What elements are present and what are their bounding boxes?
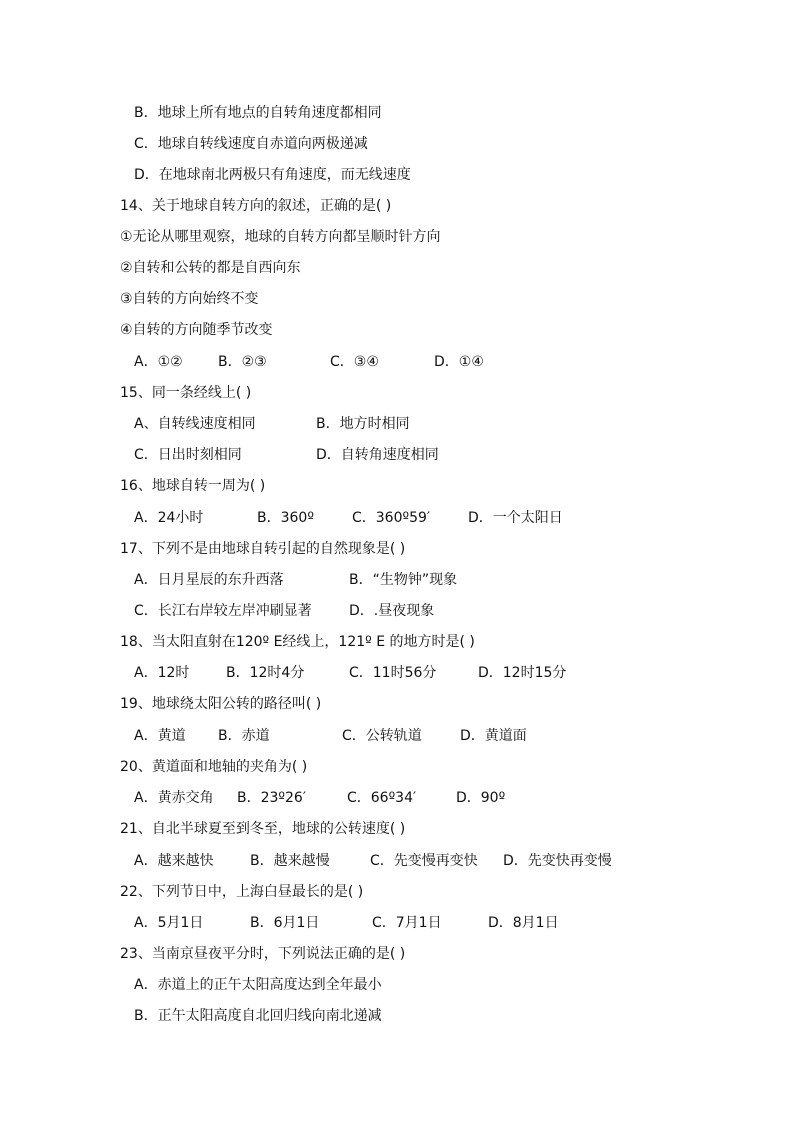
q14-statement-1: ①无论从哪里观察，地球的自转方向都呈顺时针方向 (120, 229, 441, 245)
q13-option-c: C．地球自转线速度自赤道向两极递减 (134, 136, 368, 152)
q14-option-d: D．①④ (434, 354, 484, 370)
q20-option-d: D．90º (456, 790, 506, 806)
q22-option-c: C．7月1日 (372, 915, 442, 931)
q17-option-a: A．日月星辰的东升西落 (134, 572, 284, 588)
q15-option-a: A、自转线速度相同 (134, 416, 256, 432)
q14-option-b: B．②③ (218, 354, 267, 370)
q21-option-a: A．越来越快 (134, 853, 214, 869)
q14-statement-2: ②自转和公转的都是自西向东 (120, 260, 301, 276)
q18-option-a: A．12时 (134, 665, 190, 681)
q20-option-a: A．黄赤交角 (134, 790, 214, 806)
q22-option-d: D．8月1日 (488, 915, 559, 931)
q18-option-c: C．11时56分 (349, 665, 437, 681)
q15-option-b: B．地方时相同 (316, 416, 410, 432)
q23-stem: 23、当南京昼夜平分时，下列说法正确的是( ) (120, 946, 406, 962)
q17-option-b: B．“生物钟”现象 (349, 572, 458, 588)
q18-stem: 18、当太阳直射在120º E经线上，121º E 的地方时是( ) (120, 634, 475, 650)
q19-stem: 19、地球绕太阳公转的路径叫( ) (120, 696, 322, 712)
q16-option-b: B．360º (257, 510, 314, 526)
q14-option-a: A．①② (134, 354, 183, 370)
q20-stem: 20、黄道面和地轴的夹角为( ) (120, 759, 308, 775)
q15-option-c: C．日出时刻相同 (134, 447, 242, 463)
q19-option-c: C．公转轨道 (342, 728, 422, 744)
q15-option-d: D．自转角速度相同 (316, 447, 439, 463)
q23-option-a: A．赤道上的正午太阳高度达到全年最小 (134, 977, 382, 993)
q15-stem: 15、同一条经线上( ) (120, 385, 252, 401)
q17-option-c: C．长江右岸较左岸冲刷显著 (134, 603, 312, 619)
q16-option-d: D．一个太阳日 (468, 510, 563, 526)
q14-statement-3: ③自转的方向始终不变 (120, 291, 259, 307)
q19-option-b: B．赤道 (218, 728, 270, 744)
q22-stem: 22、下列节日中，上海白昼最长的是( ) (120, 884, 364, 900)
q14-option-c: C．③④ (330, 354, 379, 370)
q18-option-b: B．12时4分 (226, 665, 305, 681)
q21-option-c: C．先变慢再变快 (370, 853, 478, 869)
q19-option-d: D．黄道面 (460, 728, 527, 744)
q21-option-d: D．先变快再变慢 (503, 853, 612, 869)
q20-option-b: B．23º26′ (237, 790, 307, 806)
q21-stem: 21、自北半球夏至到冬至，地球的公转速度( ) (120, 821, 406, 837)
q14-stem: 14、关于地球自转方向的叙述，正确的是( ) (120, 198, 392, 214)
q16-stem: 16、地球自转一周为( ) (120, 478, 266, 494)
q14-statement-4: ④自转的方向随季节改变 (120, 322, 273, 338)
q13-option-d: D．在地球南北两极只有角速度，而无线速度 (134, 167, 411, 183)
q19-option-a: A．黄道 (134, 728, 186, 744)
q20-option-c: C．66º34′ (347, 790, 417, 806)
q13-option-b: B．地球上所有地点的自转角速度都相同 (134, 105, 382, 121)
q16-option-a: A．24小时 (134, 510, 204, 526)
q23-option-b: B．正午太阳高度自北回归线向南北递减 (134, 1008, 382, 1024)
q21-option-b: B．越来越慢 (250, 853, 330, 869)
q17-option-d: D．.昼夜现象 (349, 603, 435, 619)
q16-option-c: C．360º59′ (352, 510, 431, 526)
q18-option-d: D．12时15分 (478, 665, 567, 681)
q22-option-b: B．6月1日 (250, 915, 320, 931)
q22-option-a: A．5月1日 (134, 915, 204, 931)
q17-stem: 17、下列不是由地球自转引起的自然现象是( ) (120, 541, 406, 557)
